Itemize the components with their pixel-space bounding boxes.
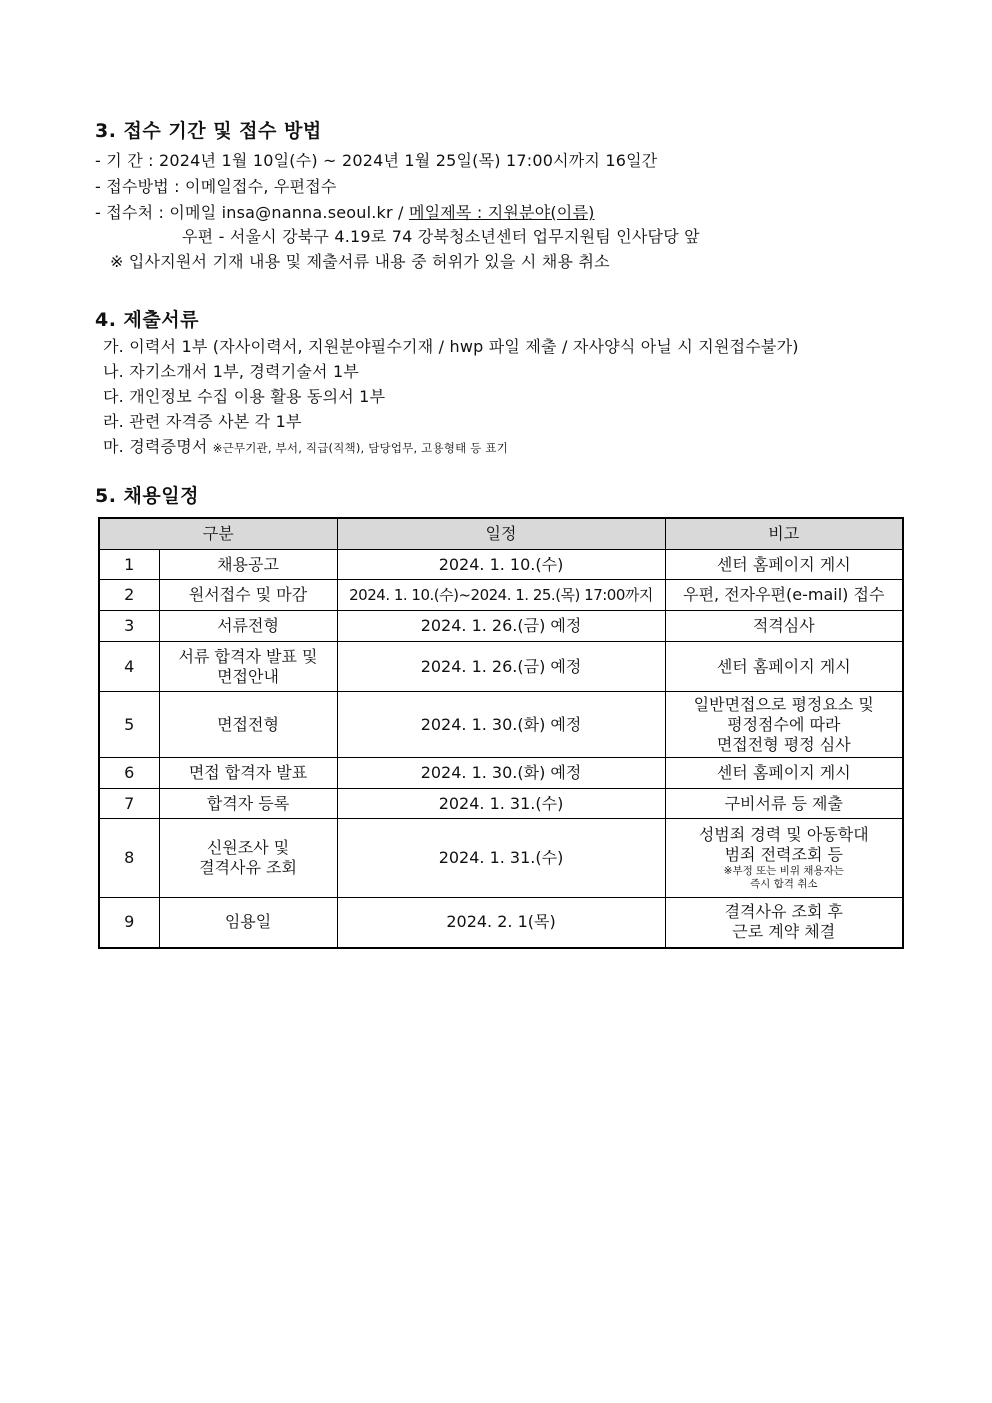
header-category: 구분 [99,518,337,550]
row-number: 8 [99,819,159,898]
section-4-title: 4. 제출서류 [95,309,199,331]
row-note-line: 범죄 전력조회 등 [724,845,843,864]
place-label: - 접수처 : [95,203,170,222]
method-value: 이메일접수, 우편접수 [185,177,337,196]
row-stage: 면접전형 [159,692,337,758]
row-note: 우편, 전자우편(e-mail) 접수 [665,580,903,611]
row-note: 센터 홈페이지 게시 [665,758,903,789]
row-stage-line: 결격사유 조회 [199,858,297,877]
email-text: 이메일 insa@nanna.seoul.kr / [169,203,409,222]
false-info-note: ※ 입사지원서 기재 내용 및 제출서류 내용 중 허위가 있을 시 채용 취소 [110,252,610,271]
schedule-table [98,517,904,949]
row-number: 5 [99,692,159,758]
method-label: - 접수방법 : [95,177,186,196]
table-row [99,819,903,898]
row-stage-line: 서류 합격자 발표 및 [178,646,318,666]
document-item: 나. 자기소개서 1부, 경력기술서 1부 [103,362,360,381]
section-3-title: 3. 접수 기간 및 접수 방법 [95,120,322,142]
row-number: 2 [99,580,159,611]
post-address: 우편 - 서울시 강북구 4.19로 74 강북청소년센터 업무지원팀 인사담당 앞 [182,227,700,246]
period-value: 2024년 1월 10일(수) ~ 2024년 1월 25일(목) 17:00시까지 16일간 [159,151,658,170]
table-row [99,692,903,758]
header-remarks: 비고 [665,518,903,550]
row-date: 2024. 1. 10.(수) [337,550,665,580]
row-note: 구비서류 등 제출 [665,789,903,819]
document-item [103,434,508,457]
row-date: 2024. 1. 30.(화) 예정 [337,758,665,789]
row-note: 센터 홈페이지 게시 [665,642,903,692]
row-date: 2024. 2. 1(목) [337,898,665,948]
table-row [99,758,903,789]
row-number: 6 [99,758,159,789]
document-item-note: ※근무기관, 부서, 직급(직책), 담당업무, 고용형태 등 표기 [212,441,509,455]
row-note-line: 일반면접으로 평정요소 및 [693,694,874,714]
period-line [95,148,657,171]
row-note-line: 결격사유 조회 후 [724,902,843,922]
row-note-small: ※부정 또는 비위 채용자는 [723,865,844,877]
row-note: 센터 홈페이지 게시 [665,550,903,580]
row-note [665,692,903,758]
row-date: 2024. 1. 26.(금) 예정 [337,611,665,642]
row-note-line: 평정점수에 따라 [727,714,841,734]
row-number: 3 [99,611,159,642]
row-stage: 원서접수 및 마감 [159,580,337,611]
row-note [665,898,903,948]
table-row [99,580,903,611]
row-note-small: 즉시 합격 취소 [749,878,818,890]
document-item-label: 마. 경력증명서 [103,437,213,456]
header-schedule: 일정 [337,518,665,550]
table-row [99,642,903,692]
row-stage-line: 면접안내 [217,666,279,686]
row-number: 1 [99,550,159,580]
row-stage: 합격자 등록 [159,789,337,819]
place-line [95,200,595,223]
document-item: 가. 이력서 1부 (자사이력서, 지원분야필수기재 / hwp 파일 제출 / 자사양식 아닐 시 지원접수불가) [103,337,799,356]
row-stage: 면접 합격자 발표 [159,758,337,789]
row-stage-line: 신원조사 및 [206,838,290,857]
document-item: 다. 개인정보 수집 이용 활용 동의서 1부 [103,387,386,406]
table-row [99,789,903,819]
row-date: 2024. 1. 26.(금) 예정 [337,642,665,692]
row-note: 적격심사 [665,611,903,642]
row-date: 2024. 1. 10.(수)~2024. 1. 25.(목) 17:00까지 [337,580,665,611]
table-row [99,550,903,580]
table-header-row [99,518,903,550]
row-stage [159,819,337,898]
row-stage: 서류전형 [159,611,337,642]
row-date: 2024. 1. 30.(화) 예정 [337,692,665,758]
email-subject-text: 메일제목 : 지원분야(이름) [408,203,595,222]
row-note-line: 면접전형 평정 심사 [716,734,851,754]
table-row [99,898,903,948]
row-date: 2024. 1. 31.(수) [337,819,665,898]
row-date: 2024. 1. 31.(수) [337,789,665,819]
row-number: 9 [99,898,159,948]
row-note [665,819,903,898]
row-number: 4 [99,642,159,692]
row-stage: 채용공고 [159,550,337,580]
period-label: - 기 간 : [95,151,160,170]
method-line [95,174,337,197]
row-note-line: 성범죄 경력 및 아동학대 [698,825,869,844]
document-item: 라. 관련 자격증 사본 각 1부 [103,412,302,431]
row-stage [159,642,337,692]
row-note-line: 근로 계약 체결 [732,922,836,942]
section-5-title: 5. 채용일정 [95,485,199,507]
row-number: 7 [99,789,159,819]
table-row [99,611,903,642]
row-stage: 임용일 [159,898,337,948]
